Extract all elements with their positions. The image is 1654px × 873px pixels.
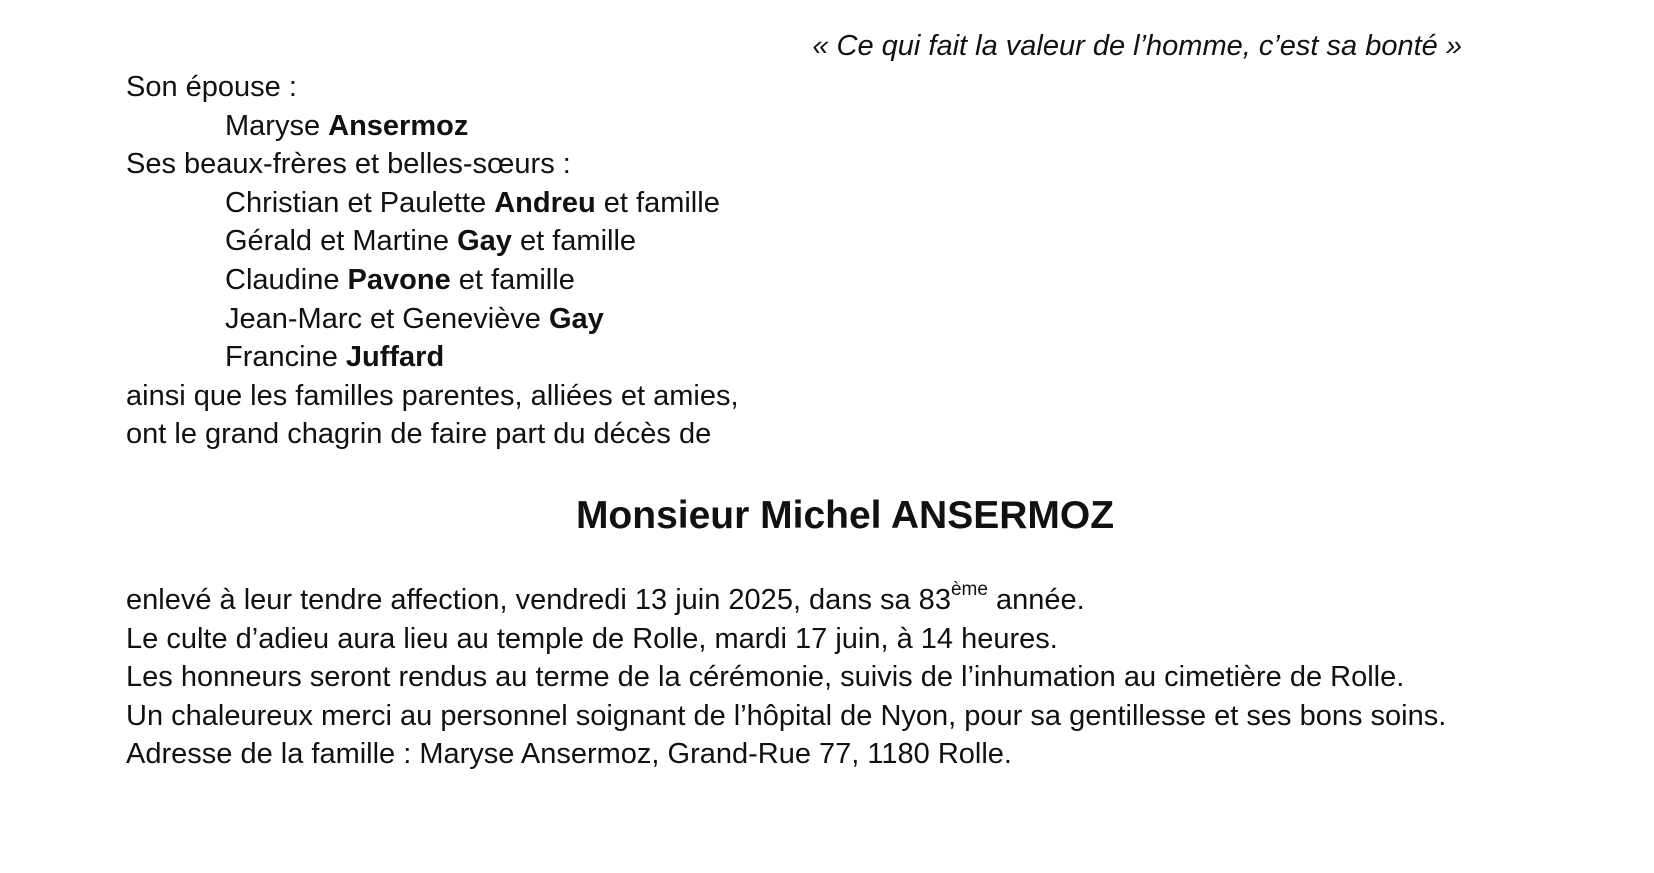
in-law-first-names: Gérald et Martine <box>225 225 450 258</box>
epigraph-quote: « Ce qui fait la valeur de l’homme, c’est sa bonté » <box>812 30 1462 62</box>
death-text-end: année. <box>987 584 1085 616</box>
thanks-line: Un chaleureux merci au personnel soignant de l’hôpital de Nyon, pour sa gentillesse et ses bons soins. <box>126 699 1447 732</box>
in-law-entry <box>126 222 739 261</box>
death-text: enlevé à leur tendre affection, vendredi 13 juin 2025, dans sa 83 <box>126 584 951 616</box>
announcement-line: ont le grand chagrin de faire part du décès de <box>126 418 712 451</box>
spouse-first-name: Maryse <box>225 109 321 142</box>
in-law-first-names: Jean-Marc et Geneviève <box>225 302 541 335</box>
deceased-name-heading: Monsieur Michel ANSERMOZ <box>575 494 1115 537</box>
honours-line: Les honneurs seront rendus au terme de la cérémonie, suivis de l’inhumation au cimetière de Rolle. <box>126 661 1405 694</box>
in-law-surname: Gay <box>549 302 604 335</box>
in-law-first-names: Claudine <box>225 263 340 296</box>
death-notice-line <box>126 581 1566 620</box>
in-law-suffix: et famille <box>603 186 720 219</box>
in-law-suffix: et famille <box>520 225 637 258</box>
in-law-surname: Andreu <box>494 186 596 219</box>
spouse-heading: Son épouse : <box>126 71 297 103</box>
in-law-entry <box>126 300 739 339</box>
in-law-surname: Pavone <box>347 263 451 296</box>
ordinal-superscript: ème <box>950 579 988 600</box>
service-details <box>126 581 1566 774</box>
service-line: Le culte d’adieu aura lieu au temple de Rolle, mardi 17 juin, à 14 heures. <box>126 622 1058 655</box>
spouse-surname: Ansermoz <box>328 109 469 142</box>
families-line: ainsi que les familles parentes, alliées et amies, <box>126 379 739 412</box>
in-law-first-names: Christian et Paulette <box>225 186 487 219</box>
in-laws-heading: Ses beaux-frères et belles-sœurs : <box>126 148 571 181</box>
spouse-name <box>126 107 739 146</box>
in-law-first-names: Francine <box>225 341 338 374</box>
in-law-entry <box>126 261 739 300</box>
family-list <box>126 68 739 454</box>
in-law-surname: Juffard <box>345 341 445 374</box>
family-address-line: Adresse de la famille : Maryse Ansermoz, Grand-Rue 77, 1180 Rolle. <box>126 738 1012 771</box>
in-law-suffix: et famille <box>458 263 575 296</box>
in-law-entry <box>126 184 739 223</box>
in-law-entry <box>126 338 739 377</box>
in-law-surname: Gay <box>457 225 512 258</box>
